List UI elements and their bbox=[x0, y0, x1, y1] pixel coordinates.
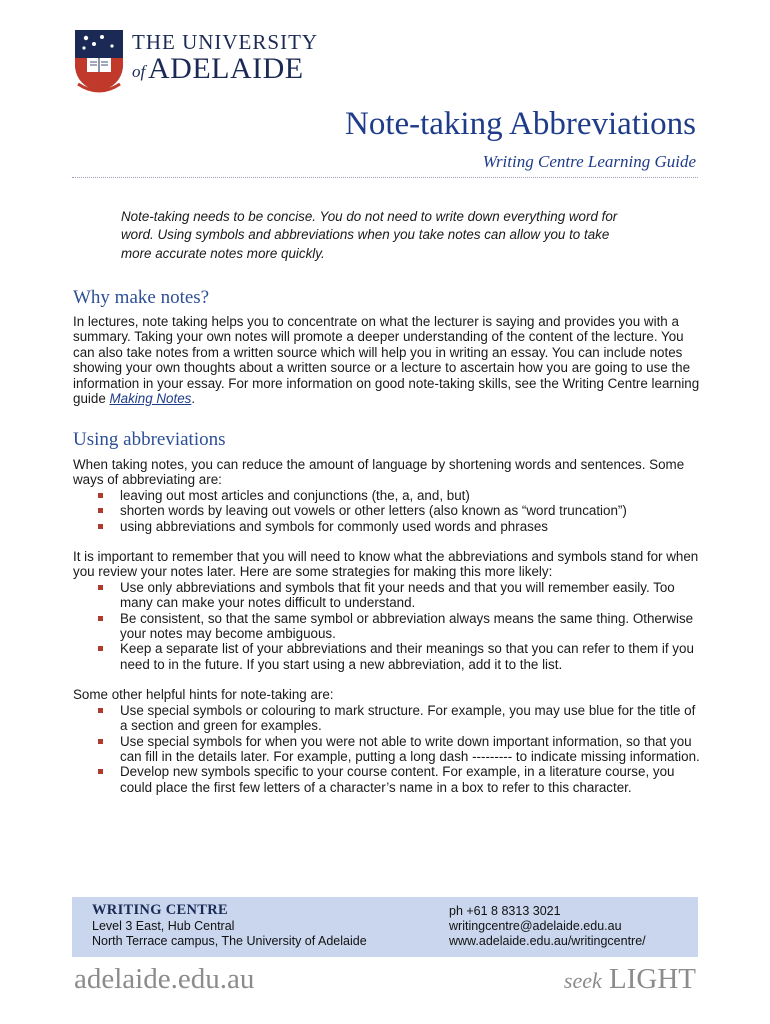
list-item: leaving out most articles and conjunctions (the, a, and, but) bbox=[73, 488, 703, 503]
using-block bbox=[73, 457, 703, 795]
why-tail: . bbox=[191, 391, 196, 407]
tagline-seek: seek bbox=[563, 968, 602, 993]
header-divider bbox=[72, 177, 698, 178]
hints-list bbox=[73, 703, 703, 795]
writing-centre-title: WRITING CENTRE bbox=[92, 902, 228, 918]
footer-email[interactable]: writingcentre@adelaide.edu.au bbox=[449, 919, 622, 933]
remember-paragraph: It is important to remember that you will need to know what the abbreviations and symbols stand for when you review your notes later. Here are some strategies for making this more likely: bbox=[73, 549, 699, 580]
hints-intro: Some other helpful hints for note-taking are: bbox=[73, 687, 334, 703]
using-intro: When taking notes, you can reduce the amount of language by shortening words and sentences. Some ways of abbreviating are: bbox=[73, 457, 685, 488]
list-item: Keep a separate list of your abbreviations and their meanings so that you can refer to them if you need to in the future. If you start using a new abbreviation, add it to the list. bbox=[73, 641, 703, 672]
abbreviation-ways-list bbox=[73, 488, 703, 534]
list-item: using abbreviations and symbols for commonly used words and phrases bbox=[73, 519, 703, 534]
list-item: Use special symbols for when you were not able to write down important information, so that you can fill in the details later. For example, putting a long dash --------- to indicate missing information. bbox=[73, 734, 703, 765]
footer-address-line1: Level 3 East, Hub Central bbox=[92, 919, 235, 933]
heading-using-abbreviations: Using abbreviations bbox=[73, 429, 226, 450]
footer-site-url[interactable]: adelaide.edu.au bbox=[74, 963, 255, 995]
university-logo bbox=[72, 28, 319, 100]
why-body: In lectures, note taking helps you to concentrate on what the lecturer is saying and provides you with a summary. Taking your own notes will promote a deeper understanding of the content of the lecture. You can also take notes from a written source which will help you in writing an essay. You can include notes showing your own thoughts about a written source or a lecture to ascertain how you are going to use the information in your essay. For more information on good note-taking skills, see the Writing Centre learning guide bbox=[73, 314, 700, 407]
logo-of: of bbox=[132, 62, 146, 81]
making-notes-link[interactable]: Making Notes bbox=[109, 391, 192, 407]
strategies-list bbox=[73, 580, 703, 672]
footer-address-line2: North Terrace campus, The University of Adelaide bbox=[92, 934, 367, 948]
list-item: Develop new symbols specific to your course content. For example, in a literature course, you could place the first few letters of a character’s name in a box to refer to this character. bbox=[73, 764, 703, 795]
list-item: Use only abbreviations and symbols that fit your needs and that you will remember easily. Too many can make your notes difficult to understand. bbox=[73, 580, 703, 611]
list-item: Be consistent, so that the same symbol or abbreviation always means the same thing. Otherwise your notes may become ambiguous. bbox=[73, 611, 703, 642]
heading-why-make-notes: Why make notes? bbox=[73, 287, 210, 308]
logo-line1: THE UNIVERSITY bbox=[132, 30, 319, 54]
tagline-light: LIGHT bbox=[609, 963, 696, 995]
intro-paragraph: Note-taking needs to be concise. You do not need to write down everything word for word. Using symbols and abbreviations when you take notes can allow you to take more accurate notes more quickly. bbox=[121, 209, 618, 261]
footer-website[interactable]: www.adelaide.edu.au/writingcentre/ bbox=[449, 934, 646, 948]
why-paragraph bbox=[73, 314, 703, 406]
footer-phone: ph +61 8 8313 3021 bbox=[449, 904, 561, 918]
crest-icon bbox=[72, 28, 126, 94]
logo-line2: ADELAIDE bbox=[148, 52, 304, 85]
list-item: Use special symbols or colouring to mark structure. For example, you may use blue for the title of a section and green for examples. bbox=[73, 703, 703, 734]
seek-light-tagline bbox=[564, 963, 696, 996]
page-subtitle: Writing Centre Learning Guide bbox=[482, 152, 696, 171]
page-title: Note-taking Abbreviations bbox=[344, 106, 696, 142]
list-item: shorten words by leaving out vowels or other letters (also known as “word truncation”) bbox=[73, 503, 703, 518]
